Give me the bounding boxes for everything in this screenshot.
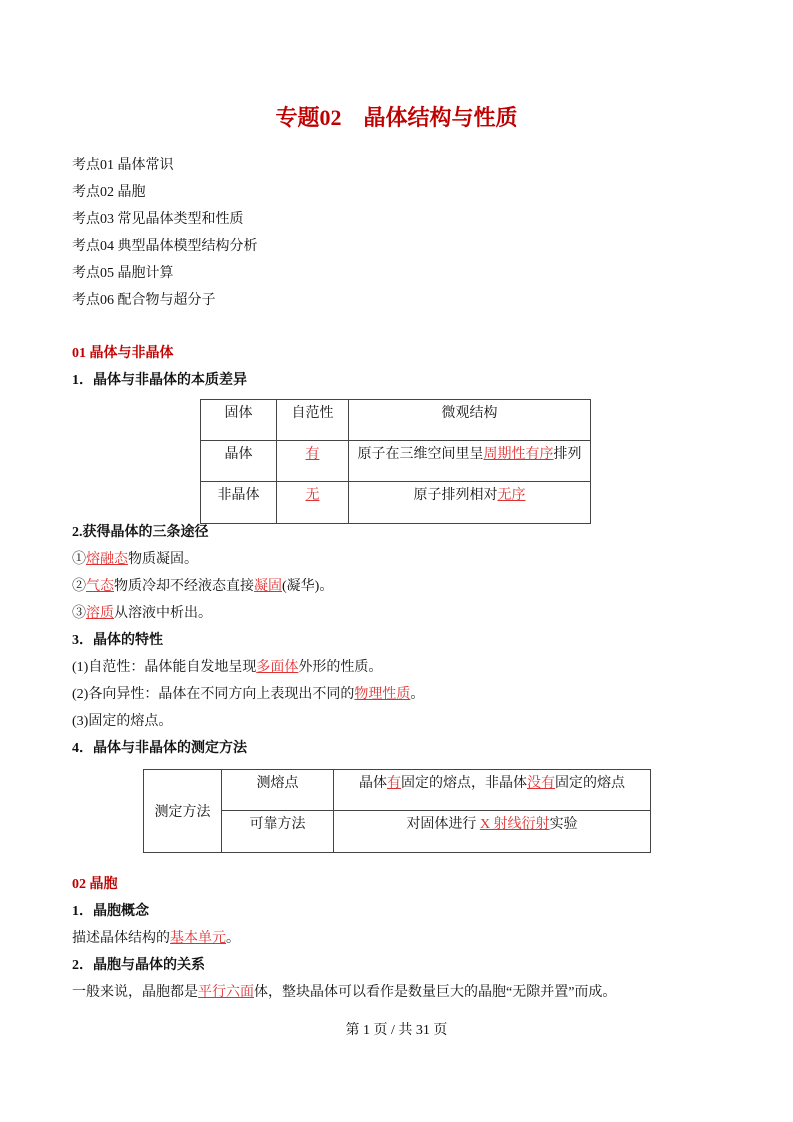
- table-cell: [277, 482, 349, 524]
- text-segment: 非晶体: [217, 488, 260, 503]
- section-heading: 02 晶胞: [72, 877, 118, 892]
- text-segment: 从溶液中析出。: [114, 606, 212, 621]
- text-segment: 可靠方法: [249, 817, 306, 832]
- table-row: [201, 441, 591, 482]
- text-segment: 物质冷却不经液态直接: [114, 579, 254, 594]
- paragraph: [72, 604, 212, 624]
- table-row: [144, 770, 651, 811]
- text-segment: (凝华)。: [282, 579, 334, 594]
- text-segment: 。: [226, 931, 240, 946]
- highlighted-answer: 溶质: [86, 606, 114, 621]
- text-segment: (2)各向异性：晶体在不同方向上表现出不同的: [72, 687, 355, 702]
- subheading: 4．晶体与非晶体的测定方法: [72, 741, 247, 756]
- table-cell: [201, 482, 277, 524]
- text-segment: 排列: [553, 447, 582, 462]
- table-cell: [334, 811, 651, 853]
- highlighted-answer: 没有: [527, 776, 555, 791]
- table-cell: [201, 441, 277, 482]
- header-cell: 固体: [201, 400, 277, 441]
- text-segment: 测熔点: [256, 776, 299, 791]
- text-segment: 晶体: [359, 776, 387, 791]
- text-segment: 原子排列相对: [413, 488, 498, 503]
- section-heading: 01 晶体与非晶体: [72, 346, 174, 361]
- toc-item: 考点06 配合物与超分子: [72, 293, 216, 308]
- highlighted-answer: 凝固: [254, 579, 282, 594]
- paragraph: [72, 550, 198, 570]
- toc-item: 考点01 晶体常识: [72, 158, 174, 173]
- crystal-comparison-table: [200, 399, 591, 524]
- paragraph: [72, 983, 616, 1003]
- text-segment: 实验: [549, 817, 578, 832]
- table-row: [201, 482, 591, 524]
- text-segment: (3)固定的熔点。: [72, 714, 173, 729]
- text-segment: ①: [72, 552, 86, 567]
- highlighted-answer: 物理性质: [354, 687, 411, 702]
- toc-item: 考点04 典型晶体模型结构分析: [72, 239, 258, 254]
- header-cell: 自范性: [277, 400, 349, 441]
- toc-item: 考点05 晶胞计算: [72, 266, 174, 281]
- text-segment: ②: [72, 579, 86, 594]
- text-segment: 体，整块晶体可以看作是数量巨大的晶胞“无隙并置”而成。: [254, 985, 617, 1000]
- table-cell: [349, 441, 591, 482]
- highlighted-answer: 无序: [497, 488, 526, 503]
- highlighted-answer: 有: [387, 776, 401, 791]
- paragraph: [72, 658, 382, 678]
- highlighted-answer: X 射线衍射: [479, 817, 550, 832]
- table-cell: [349, 482, 591, 524]
- table-cell: [222, 811, 334, 853]
- text-segment: 。: [410, 687, 425, 702]
- paragraph: [72, 712, 172, 732]
- paragraph: [72, 929, 240, 949]
- table-cell: [334, 770, 651, 811]
- highlighted-answer: 熔融态: [86, 552, 128, 567]
- text-segment: 描述晶体结构的: [72, 931, 170, 946]
- text-segment: 晶体: [224, 447, 253, 462]
- text-segment: 一般来说，晶胞都是: [72, 985, 198, 1000]
- text-segment: 固定的熔点: [555, 776, 625, 791]
- highlighted-answer: 平行六面: [198, 985, 254, 1000]
- highlighted-answer: 气态: [86, 579, 114, 594]
- highlighted-answer: 多面体: [256, 660, 299, 675]
- text-segment: 原子在三维空间里呈: [357, 447, 484, 462]
- paragraph: [72, 577, 333, 597]
- page-footer: 第 1 页 / 共 31 页: [345, 1023, 448, 1038]
- toc-item: 考点03 常见晶体类型和性质: [72, 212, 244, 227]
- highlighted-answer: 有: [305, 447, 320, 462]
- highlighted-answer: 周期性有序: [483, 447, 554, 462]
- table-cell: 测定方法: [144, 770, 222, 853]
- subheading: 1．晶胞概念: [72, 904, 149, 919]
- text-segment: 对固体进行: [406, 817, 480, 832]
- measurement-method-table: [143, 769, 651, 853]
- subheading: 2．晶胞与晶体的关系: [72, 958, 205, 973]
- table-header-row: [201, 400, 591, 441]
- highlighted-answer: 基本单元: [170, 931, 226, 946]
- subheading: 2.获得晶体的三条途径: [72, 525, 209, 540]
- text-segment: (1)自范性：晶体能自发地呈现: [72, 660, 257, 675]
- toc-item: 考点02 晶胞: [72, 185, 146, 200]
- highlighted-answer: 无: [305, 488, 320, 503]
- subheading: 3．晶体的特性: [72, 633, 163, 648]
- text-segment: 固定的熔点，非晶体: [401, 776, 527, 791]
- header-cell: 微观结构: [349, 400, 591, 441]
- paragraph: [72, 685, 424, 705]
- table-cell: [222, 770, 334, 811]
- subheading: 1．晶体与非晶体的本质差异: [72, 373, 247, 388]
- table-cell: [277, 441, 349, 482]
- text-segment: 外形的性质。: [298, 660, 383, 675]
- page-title: 专题02 晶体结构与性质: [275, 105, 518, 130]
- text-segment: ③: [72, 606, 86, 621]
- text-segment: 物质凝固。: [128, 552, 198, 567]
